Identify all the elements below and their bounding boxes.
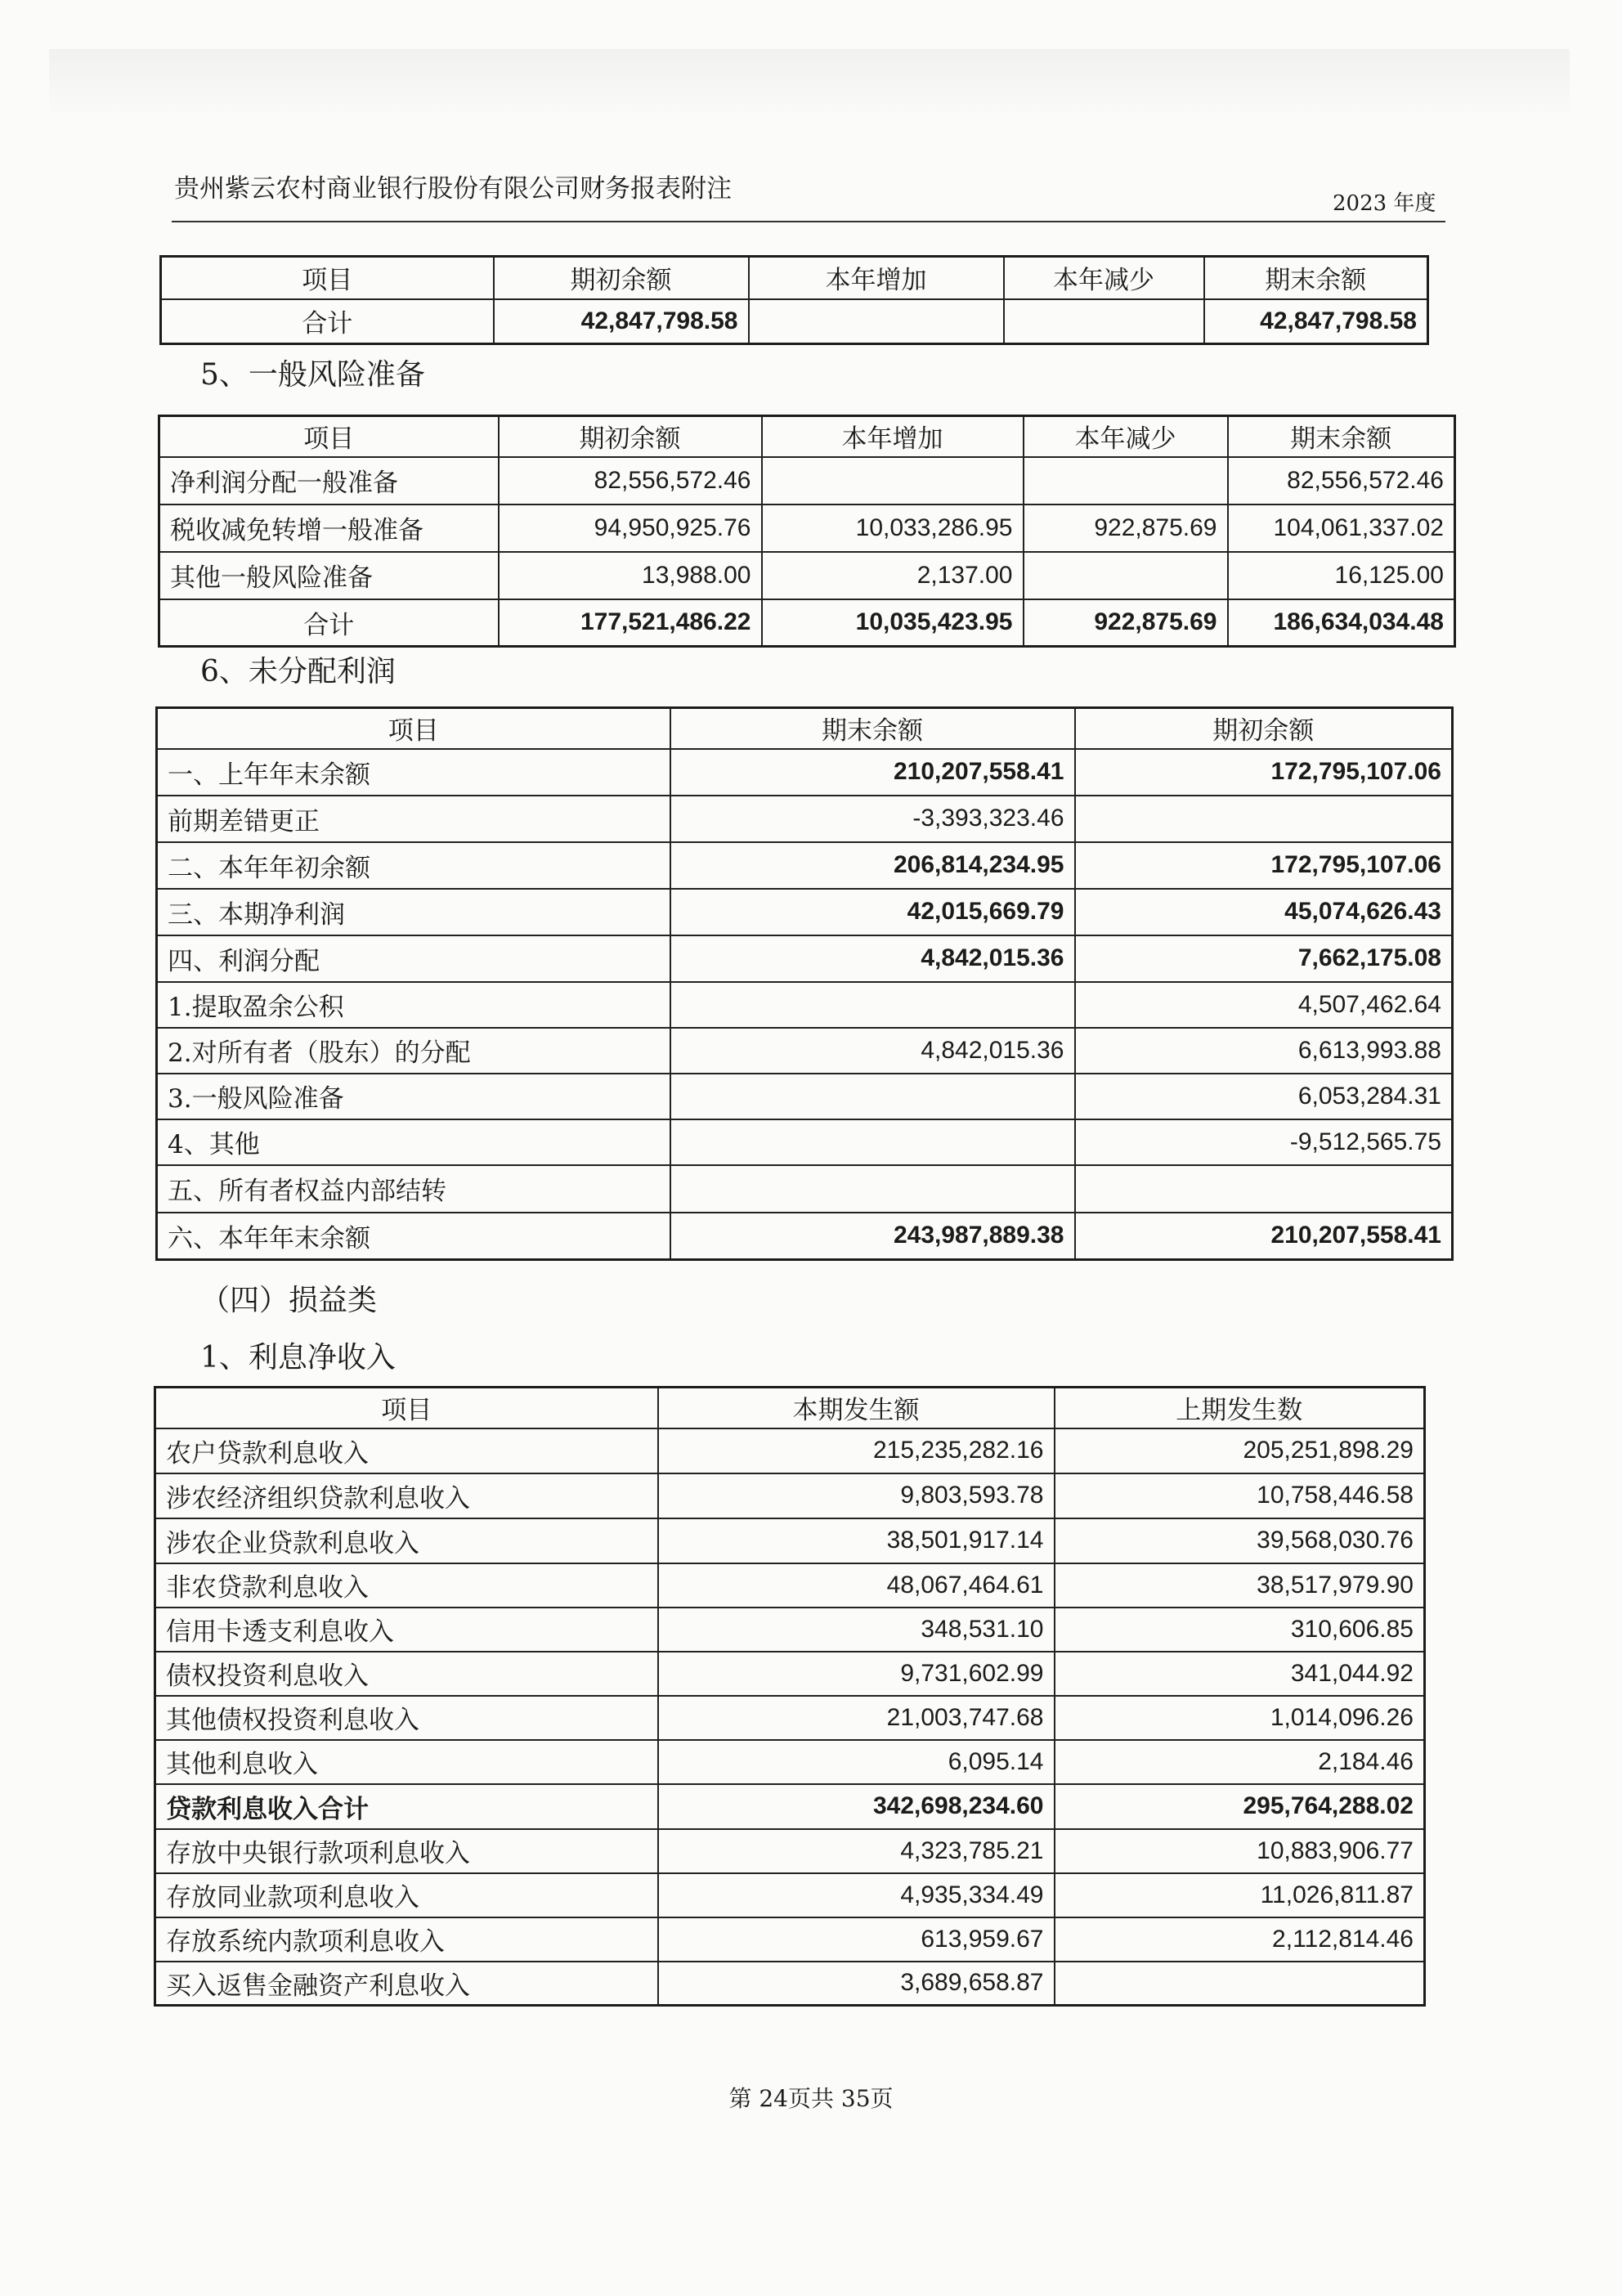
- row-label: 四、利润分配: [157, 935, 670, 982]
- cell: 82,556,572.46: [499, 457, 762, 504]
- cell: [749, 299, 1004, 344]
- row-label: 五、所有者权益内部结转: [157, 1165, 670, 1213]
- row-label: 4、其他: [157, 1119, 670, 1165]
- cell: 38,501,917.14: [658, 1518, 1055, 1563]
- row-label: 非农贷款利息收入: [155, 1563, 658, 1608]
- cell: 6,053,284.31: [1075, 1074, 1453, 1119]
- col-header: 项目: [155, 1388, 658, 1428]
- cell: 48,067,464.61: [658, 1563, 1055, 1608]
- col-header: 期初余额: [1075, 708, 1453, 749]
- capital-reserve-table: [159, 255, 1429, 345]
- cell: 922,875.69: [1024, 504, 1228, 552]
- risk-reserve-table: [158, 415, 1456, 648]
- cell: 42,847,798.58: [494, 299, 749, 344]
- row-label: 存放系统内款项利息收入: [155, 1917, 658, 1962]
- cell: 39,568,030.76: [1055, 1518, 1425, 1563]
- cell: 38,517,979.90: [1055, 1563, 1425, 1608]
- col-header: 本年减少: [1004, 257, 1204, 299]
- col-header: 本期发生额: [658, 1388, 1055, 1428]
- cell: 10,035,423.95: [762, 599, 1024, 647]
- row-label: 买入返售金融资产利息收入: [155, 1962, 658, 2006]
- col-header: 项目: [161, 257, 494, 299]
- cell: 215,235,282.16: [658, 1428, 1055, 1473]
- row-label: 其他利息收入: [155, 1740, 658, 1784]
- cell: 310,606.85: [1055, 1608, 1425, 1652]
- section-5-heading: 5、一般风险准备: [200, 358, 425, 392]
- section-6-heading: 6、未分配利润: [200, 655, 396, 688]
- row-label: 存放中央银行款项利息收入: [155, 1829, 658, 1873]
- cell: [1075, 1165, 1453, 1213]
- row-label: 税收减免转增一般准备: [159, 504, 499, 552]
- cell: 4,935,334.49: [658, 1873, 1055, 1917]
- cell: [670, 1074, 1075, 1119]
- cell: 16,125.00: [1228, 552, 1455, 599]
- cell: 1,014,096.26: [1055, 1696, 1425, 1740]
- cell: [670, 1165, 1075, 1213]
- row-label: 其他一般风险准备: [159, 552, 499, 599]
- section-4-heading: （四）损益类: [200, 1284, 378, 1317]
- row-label: 信用卡透支利息收入: [155, 1608, 658, 1652]
- col-header: 项目: [157, 708, 670, 749]
- cell: 45,074,626.43: [1075, 889, 1453, 935]
- cell: 42,015,669.79: [670, 889, 1075, 935]
- col-header: 本年增加: [749, 257, 1004, 299]
- header-rule: [172, 221, 1445, 222]
- cell: 4,507,462.64: [1075, 982, 1453, 1028]
- cell: 104,061,337.02: [1228, 504, 1455, 552]
- page-number: 第 24页共 35页: [728, 2085, 894, 2112]
- col-header: 期初余额: [494, 257, 749, 299]
- report-year: 2023 年度: [1333, 191, 1436, 216]
- row-label: 三、本期净利润: [157, 889, 670, 935]
- cell: 3,689,658.87: [658, 1962, 1055, 2006]
- cell: 243,987,889.38: [670, 1213, 1075, 1260]
- cell: 2,184.46: [1055, 1740, 1425, 1784]
- undistributed-profit-table: [155, 706, 1454, 1261]
- col-header: 本年减少: [1024, 416, 1228, 457]
- cell: [670, 1119, 1075, 1165]
- row-label: 农户贷款利息收入: [155, 1428, 658, 1473]
- cell: 210,207,558.41: [670, 749, 1075, 796]
- cell: 205,251,898.29: [1055, 1428, 1425, 1473]
- row-label: 六、本年年末余额: [157, 1213, 670, 1260]
- cell: 348,531.10: [658, 1608, 1055, 1652]
- row-label: 前期差错更正: [157, 796, 670, 842]
- cell: 10,883,906.77: [1055, 1829, 1425, 1873]
- cell: 7,662,175.08: [1075, 935, 1453, 982]
- cell: -9,512,565.75: [1075, 1119, 1453, 1165]
- cell: [1024, 552, 1228, 599]
- cell: [670, 982, 1075, 1028]
- cell: 4,842,015.36: [670, 1028, 1075, 1074]
- cell: 9,803,593.78: [658, 1473, 1055, 1518]
- cell: 2,112,814.46: [1055, 1917, 1425, 1962]
- cell: [1075, 796, 1453, 842]
- cell: 210,207,558.41: [1075, 1213, 1453, 1260]
- cell: 341,044.92: [1055, 1652, 1425, 1696]
- row-label: 其他债权投资利息收入: [155, 1696, 658, 1740]
- row-label: 一、上年年末余额: [157, 749, 670, 796]
- cell: 10,758,446.58: [1055, 1473, 1425, 1518]
- row-label: 存放同业款项利息收入: [155, 1873, 658, 1917]
- row-label: 2.对所有者（股东）的分配: [157, 1028, 670, 1074]
- col-header: 期末余额: [1204, 257, 1428, 299]
- cell: 295,764,288.02: [1055, 1784, 1425, 1829]
- row-label: 二、本年年初余额: [157, 842, 670, 889]
- col-header: 本年增加: [762, 416, 1024, 457]
- cell: 4,323,785.21: [658, 1829, 1055, 1873]
- interest-income-table: [154, 1386, 1426, 2007]
- cell: 82,556,572.46: [1228, 457, 1455, 504]
- cell: 10,033,286.95: [762, 504, 1024, 552]
- col-header: 期初余额: [499, 416, 762, 457]
- col-header: 上期发生数: [1055, 1388, 1425, 1428]
- cell: 94,950,925.76: [499, 504, 762, 552]
- cell: [1024, 457, 1228, 504]
- cell: -3,393,323.46: [670, 796, 1075, 842]
- cell: 922,875.69: [1024, 599, 1228, 647]
- cell: 172,795,107.06: [1075, 842, 1453, 889]
- row-label: 合计: [159, 599, 499, 647]
- section-4-1-heading: 1、利息净收入: [200, 1341, 396, 1374]
- cell: [1004, 299, 1204, 344]
- row-label: 3.一般风险准备: [157, 1074, 670, 1119]
- scan-artifact: [49, 49, 1570, 123]
- row-label: 涉农企业贷款利息收入: [155, 1518, 658, 1563]
- row-label: 1.提取盈余公积: [157, 982, 670, 1028]
- row-label: 贷款利息收入合计: [155, 1784, 658, 1829]
- cell: 613,959.67: [658, 1917, 1055, 1962]
- cell: 206,814,234.95: [670, 842, 1075, 889]
- cell: 186,634,034.48: [1228, 599, 1455, 647]
- cell: [762, 457, 1024, 504]
- row-label: 合计: [161, 299, 494, 344]
- row-label: 净利润分配一般准备: [159, 457, 499, 504]
- cell: 11,026,811.87: [1055, 1873, 1425, 1917]
- cell: 342,698,234.60: [658, 1784, 1055, 1829]
- cell: 177,521,486.22: [499, 599, 762, 647]
- cell: 42,847,798.58: [1204, 299, 1428, 344]
- col-header: 期末余额: [1228, 416, 1455, 457]
- col-header: 期末余额: [670, 708, 1075, 749]
- cell: 9,731,602.99: [658, 1652, 1055, 1696]
- col-header: 项目: [159, 416, 499, 457]
- cell: 6,613,993.88: [1075, 1028, 1453, 1074]
- cell: [1055, 1962, 1425, 2006]
- row-label: 涉农经济组织贷款利息收入: [155, 1473, 658, 1518]
- cell: 172,795,107.06: [1075, 749, 1453, 796]
- cell: 6,095.14: [658, 1740, 1055, 1784]
- cell: 4,842,015.36: [670, 935, 1075, 982]
- row-label: 债权投资利息收入: [155, 1652, 658, 1696]
- cell: 13,988.00: [499, 552, 762, 599]
- cell: 2,137.00: [762, 552, 1024, 599]
- cell: 21,003,747.68: [658, 1696, 1055, 1740]
- report-title: 贵州紫云农村商业银行股份有限公司财务报表附注: [174, 174, 732, 204]
